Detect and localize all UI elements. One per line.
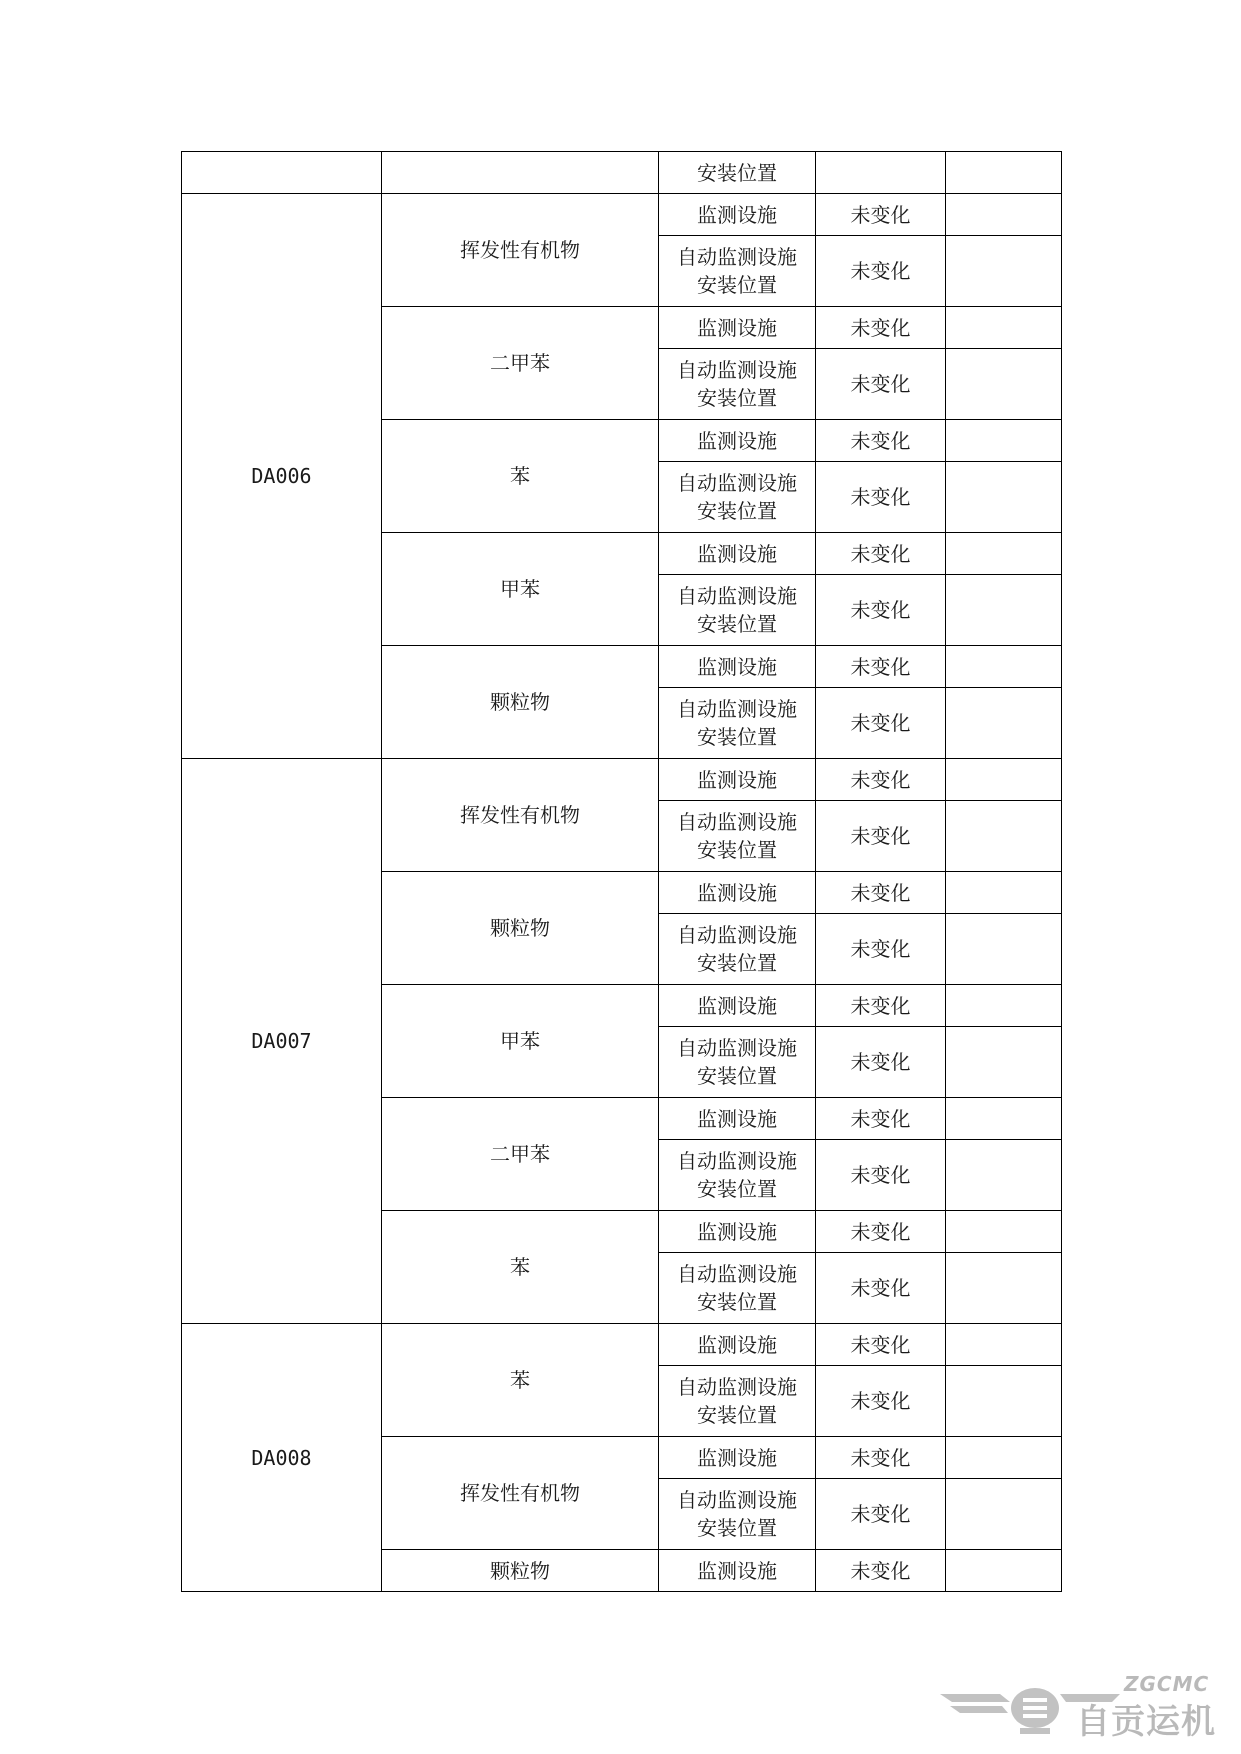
item-line: 监测设施 xyxy=(697,1558,777,1583)
remark-cell xyxy=(946,914,1062,985)
item-line: 自动监测设施 xyxy=(677,810,797,834)
item-line: 自动监测设施 xyxy=(677,584,797,608)
item-cell xyxy=(659,1479,816,1550)
item-line: 自动监测设施 xyxy=(677,358,797,382)
item-line: 监测设施 xyxy=(697,880,777,905)
remark-cell xyxy=(946,1324,1062,1366)
remark-cell xyxy=(946,1437,1062,1479)
remark-cell xyxy=(946,420,1062,462)
item-cell xyxy=(659,914,816,985)
status-cell: 未变化 xyxy=(816,1140,946,1211)
remark-cell xyxy=(946,1027,1062,1098)
status-cell: 未变化 xyxy=(816,985,946,1027)
item-line: 监测设施 xyxy=(697,1106,777,1131)
logo-brand-en: ZGCMC xyxy=(1124,1672,1210,1696)
status-cell: 未变化 xyxy=(816,1437,946,1479)
item-line: 安装位置 xyxy=(697,951,777,975)
item-line: 监测设施 xyxy=(697,993,777,1018)
item-line: 自动监测设施 xyxy=(677,1262,797,1286)
status-cell: 未变化 xyxy=(816,1366,946,1437)
item-cell xyxy=(659,349,816,420)
remark-cell xyxy=(946,1140,1062,1211)
item-cell xyxy=(659,801,816,872)
remark-cell xyxy=(946,1211,1062,1253)
item-cell xyxy=(659,872,816,914)
table-row xyxy=(182,1324,1062,1366)
status-cell: 未变化 xyxy=(816,575,946,646)
remark-cell xyxy=(946,575,1062,646)
item-line: 安装位置 xyxy=(697,725,777,749)
status-cell: 未变化 xyxy=(816,1211,946,1253)
pollutant-cell: 二甲苯 xyxy=(382,1098,659,1211)
item-cell xyxy=(659,985,816,1027)
remark-cell xyxy=(946,1253,1062,1324)
pollutant-cell: 挥发性有机物 xyxy=(382,1437,659,1550)
item-cell xyxy=(659,688,816,759)
remark-cell xyxy=(946,646,1062,688)
remark-cell xyxy=(946,1366,1062,1437)
pollutant-cell: 苯 xyxy=(382,420,659,533)
status-cell: 未变化 xyxy=(816,1253,946,1324)
item-line: 安装位置 xyxy=(697,1177,777,1201)
item-line: 自动监测设施 xyxy=(677,471,797,495)
item-cell: 安装位置 xyxy=(659,152,816,194)
item-cell xyxy=(659,533,816,575)
pollutant-cell: 颗粒物 xyxy=(382,872,659,985)
item-line: 安装位置 xyxy=(697,838,777,862)
item-cell xyxy=(659,1098,816,1140)
table-row xyxy=(182,194,1062,236)
pollutant-cell: 苯 xyxy=(382,1211,659,1324)
item-line: 安装位置 xyxy=(697,1403,777,1427)
item-line: 自动监测设施 xyxy=(677,1149,797,1173)
remark-cell xyxy=(946,1479,1062,1550)
status-cell: 未变化 xyxy=(816,307,946,349)
item-line: 安装位置 xyxy=(697,499,777,523)
item-cell xyxy=(659,1324,816,1366)
outlet-cell: DA007 xyxy=(182,759,382,1324)
remark-cell xyxy=(946,759,1062,801)
logo-base xyxy=(1020,1728,1050,1734)
status-cell: 未变化 xyxy=(816,462,946,533)
status-cell: 未变化 xyxy=(816,1098,946,1140)
item-line: 安装位置 xyxy=(697,1290,777,1314)
item-cell xyxy=(659,1027,816,1098)
logo-emblem-line xyxy=(1023,1714,1047,1718)
table-row xyxy=(182,152,1062,194)
logo-brand-cn: 自贡运机 xyxy=(1076,1702,1216,1742)
status-cell: 未变化 xyxy=(816,759,946,801)
logo-wing-left xyxy=(940,1694,1010,1702)
remark-cell xyxy=(946,688,1062,759)
item-cell xyxy=(659,1437,816,1479)
item-cell xyxy=(659,1366,816,1437)
remark-cell xyxy=(946,985,1062,1027)
remark-cell xyxy=(946,462,1062,533)
outlet-cell xyxy=(182,152,382,194)
item-cell xyxy=(659,1140,816,1211)
item-line: 监测设施 xyxy=(697,1219,777,1244)
item-line: 自动监测设施 xyxy=(677,1375,797,1399)
item-cell xyxy=(659,1211,816,1253)
item-line: 监测设施 xyxy=(697,541,777,566)
remark-cell xyxy=(946,872,1062,914)
status-cell: 未变化 xyxy=(816,914,946,985)
item-line: 监测设施 xyxy=(697,1445,777,1470)
item-line: 安装位置 xyxy=(697,612,777,636)
pollutant-cell: 二甲苯 xyxy=(382,307,659,420)
status-cell: 未变化 xyxy=(816,349,946,420)
remark-cell xyxy=(946,349,1062,420)
monitoring-table xyxy=(181,151,1062,1592)
pollutant-cell: 苯 xyxy=(382,1324,659,1437)
status-cell: 未变化 xyxy=(816,236,946,307)
item-line: 监测设施 xyxy=(697,315,777,340)
item-line: 监测设施 xyxy=(697,428,777,453)
status-cell: 未变化 xyxy=(816,1027,946,1098)
logo-emblem-line xyxy=(1023,1698,1047,1702)
item-line: 监测设施 xyxy=(697,202,777,227)
remark-cell xyxy=(946,236,1062,307)
status-cell: 未变化 xyxy=(816,646,946,688)
pollutant-cell: 挥发性有机物 xyxy=(382,194,659,307)
pollutant-cell: 挥发性有机物 xyxy=(382,759,659,872)
pollutant-cell xyxy=(382,152,659,194)
outlet-cell: DA008 xyxy=(182,1324,382,1592)
pollutant-cell: 颗粒物 xyxy=(382,646,659,759)
item-cell xyxy=(659,236,816,307)
status-cell: 未变化 xyxy=(816,872,946,914)
item-line: 安装位置 xyxy=(697,386,777,410)
item-cell xyxy=(659,1253,816,1324)
remark-cell xyxy=(946,1098,1062,1140)
item-cell xyxy=(659,1550,816,1592)
status-cell: 未变化 xyxy=(816,1479,946,1550)
remark-cell xyxy=(946,533,1062,575)
item-cell xyxy=(659,307,816,349)
item-line: 监测设施 xyxy=(697,1332,777,1357)
item-cell xyxy=(659,420,816,462)
remark-cell xyxy=(946,194,1062,236)
status-cell: 未变化 xyxy=(816,1324,946,1366)
item-line: 自动监测设施 xyxy=(677,245,797,269)
status-cell: 未变化 xyxy=(816,1550,946,1592)
remark-cell xyxy=(946,801,1062,872)
status-cell xyxy=(816,152,946,194)
item-line: 安装位置 xyxy=(697,1064,777,1088)
item-line: 自动监测设施 xyxy=(677,1036,797,1060)
pollutant-cell: 甲苯 xyxy=(382,533,659,646)
item-line: 自动监测设施 xyxy=(677,1488,797,1512)
item-cell xyxy=(659,759,816,801)
remark-cell xyxy=(946,307,1062,349)
pollutant-cell: 甲苯 xyxy=(382,985,659,1098)
outlet-cell: DA006 xyxy=(182,194,382,759)
status-cell: 未变化 xyxy=(816,533,946,575)
item-line: 自动监测设施 xyxy=(677,697,797,721)
status-cell: 未变化 xyxy=(816,688,946,759)
logo-emblem-line xyxy=(1023,1706,1047,1710)
item-line: 监测设施 xyxy=(697,767,777,792)
item-cell xyxy=(659,646,816,688)
remark-cell xyxy=(946,152,1062,194)
table-row xyxy=(182,759,1062,801)
item-line: 自动监测设施 xyxy=(677,923,797,947)
item-cell xyxy=(659,575,816,646)
item-cell xyxy=(659,462,816,533)
status-cell: 未变化 xyxy=(816,420,946,462)
remark-cell xyxy=(946,1550,1062,1592)
pollutant-cell: 颗粒物 xyxy=(382,1550,659,1592)
item-cell xyxy=(659,194,816,236)
logo-wing-left-2 xyxy=(950,1706,1008,1713)
status-cell: 未变化 xyxy=(816,801,946,872)
status-cell: 未变化 xyxy=(816,194,946,236)
item-line: 监测设施 xyxy=(697,654,777,679)
item-line: 安装位置 xyxy=(697,1516,777,1540)
item-line: 安装位置 xyxy=(697,273,777,297)
